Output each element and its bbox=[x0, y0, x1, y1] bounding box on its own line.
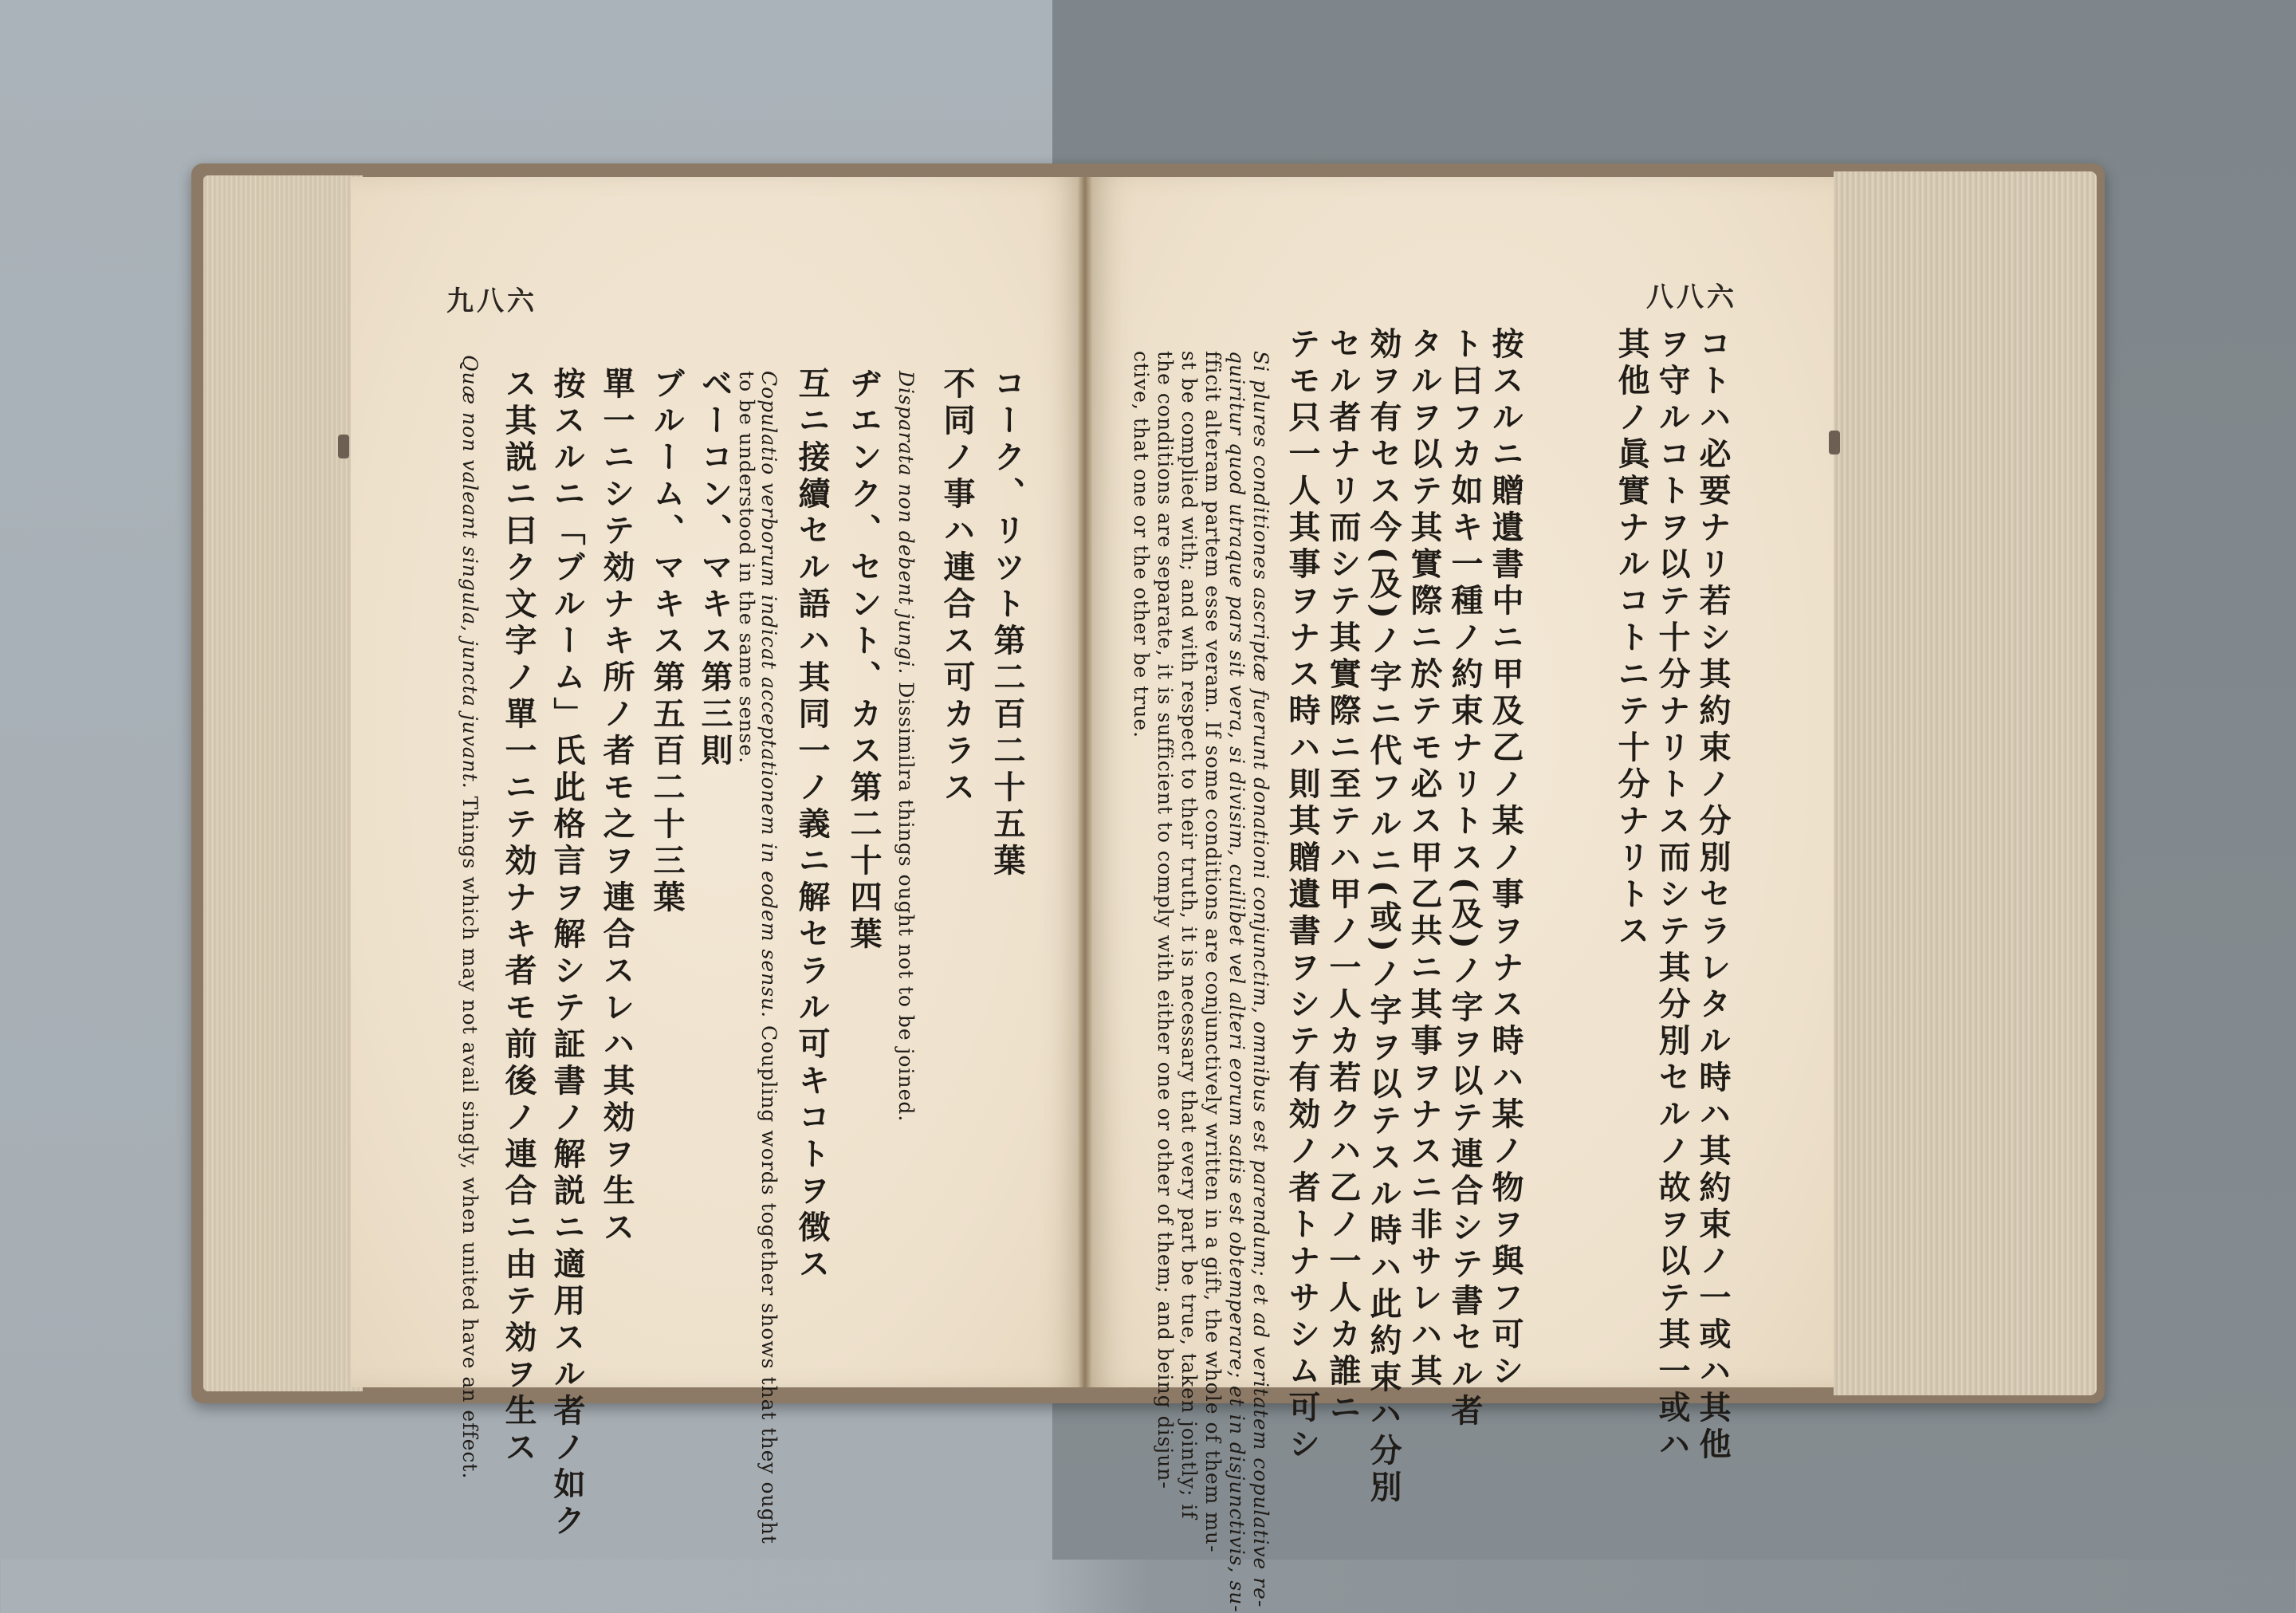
left-col-7: to be understood in the same sense. bbox=[735, 371, 758, 765]
book-gutter bbox=[1078, 177, 1092, 1387]
right-col-1: コトハ必要ナリ若シ其約束ノ分別セラレタル時ハ其約束ノ一或ハ其他 bbox=[1694, 327, 1732, 1464]
page-edges-left bbox=[203, 175, 363, 1391]
binding-clip-right bbox=[1829, 431, 1840, 454]
page-edges-right bbox=[1834, 171, 2097, 1395]
left-col-9: ブルーム、マキス第五百二十三葉 bbox=[648, 367, 686, 917]
left-col-3 bbox=[894, 371, 918, 1122]
right-col-english-2: st be complied with; and with respect to their truth, it is necessary that every part be true, taken jointly; if bbox=[1177, 351, 1201, 1520]
left-col-3-latin: Disparata non debent jungi. bbox=[894, 371, 918, 675]
left-col-2: 不同ノ事ハ連合ス可カラス bbox=[938, 367, 976, 807]
left-col-6-english: Coupling words together shows that they ought bbox=[757, 1018, 780, 1544]
right-col-english-4: ctive, that one or the other be true. bbox=[1130, 351, 1153, 739]
right-col-english-3: the conditions are separate, it is sufficient to comply with either one or other of them; and being disjun- bbox=[1154, 351, 1177, 1489]
binding-clip-left bbox=[338, 435, 349, 458]
left-col-4: ヂエンク、セント、カス第二十四葉 bbox=[845, 367, 883, 954]
right-col-english-1: fficit alteram partem esse veram. If some conditions are conjunctively written in a gift, the whole of them mu- bbox=[1201, 351, 1225, 1553]
left-col-1: コーク、リツト第二百二十五葉 bbox=[989, 367, 1026, 880]
right-col-4: 按スルニ贈遺書中ニ甲及乙ノ某ノ事ヲナス時ハ某ノ物ヲ與フ可シ bbox=[1487, 327, 1524, 1391]
right-page-number: 八八六 bbox=[1646, 281, 1737, 313]
right-col-7: 効ヲ有セス今(及)ノ字ニ代フルニ(或)ノ字ヲ以テスル時ハ此約束ハ分別 bbox=[1365, 327, 1402, 1507]
left-col-5: 互ニ接續セル語ハ其同一ノ義ニ解セラル可キコトヲ徴ス bbox=[793, 367, 831, 1284]
left-col-12: ス其説ニ曰ク文字ノ單一ニテ効ナキ者モ前後ノ連合ニ由テ効ヲ生ス bbox=[500, 367, 537, 1467]
right-col-5: ト曰フカ如キ一種ノ約束ナリトス(及)ノ字ヲ以テ連合シテ書セル者 bbox=[1446, 327, 1484, 1430]
left-col-8: ベーコン、マキス第三則 bbox=[696, 367, 733, 770]
left-col-13 bbox=[458, 355, 482, 1479]
left-col-13-english: Things which may not avail singly, when united have an effect. bbox=[458, 789, 482, 1480]
left-col-6 bbox=[757, 371, 780, 1544]
left-col-11: 按スルニ「ブルーム」氏此格言ヲ解シテ証書ノ解説ニ適用スル者ノ如ク bbox=[548, 367, 586, 1540]
left-col-3-english: Dissimilra things ought not to be joined. bbox=[894, 675, 918, 1123]
left-col-6-latin: Copulatio verborum indicat acceptationem in eodem sensu. bbox=[757, 371, 780, 1019]
left-col-13-latin: Quæ non valeant singula, juncta juvant. bbox=[458, 355, 482, 789]
right-col-latin-2: quiritur quod utraque pars sit vera, si divisim, cuilibet vel alteri eorum satis est obtemperare; et in disjunctivis, su- bbox=[1225, 351, 1248, 1613]
right-col-6: タルヲ以テ其實際ニ於テモ必ス甲乙共ニ其事ヲナスニ非サレハ其 bbox=[1406, 327, 1443, 1391]
right-col-latin-1: Si plures conditiones ascriptæ fuerunt donationi conjunctim, omnibus est parendum; et ad veritatem copulative re- bbox=[1249, 351, 1272, 1608]
right-col-8: セル者ナリ而シテ其實際ニ至テハ甲ノ一人カ若クハ乙ノ一人カ誰ニ bbox=[1324, 327, 1362, 1427]
right-col-9: テモ只一人其事ヲナス時ハ則其贈遺書ヲシテ有効ノ者トナサシム可シ bbox=[1284, 327, 1321, 1464]
right-col-3: 其他ノ眞實ナルコトニテ十分ナリトス bbox=[1613, 327, 1650, 950]
left-col-10: 單一ニシテ効ナキ所ノ者モ之ヲ連合スレハ其効ヲ生ス bbox=[598, 367, 635, 1247]
left-page-number: 九八六 bbox=[446, 285, 537, 317]
right-col-2: ヲ守ルコトヲ以テ十分ナリトス而シテ其分別セルノ故ヲ以テ其一或ハ bbox=[1653, 327, 1691, 1464]
